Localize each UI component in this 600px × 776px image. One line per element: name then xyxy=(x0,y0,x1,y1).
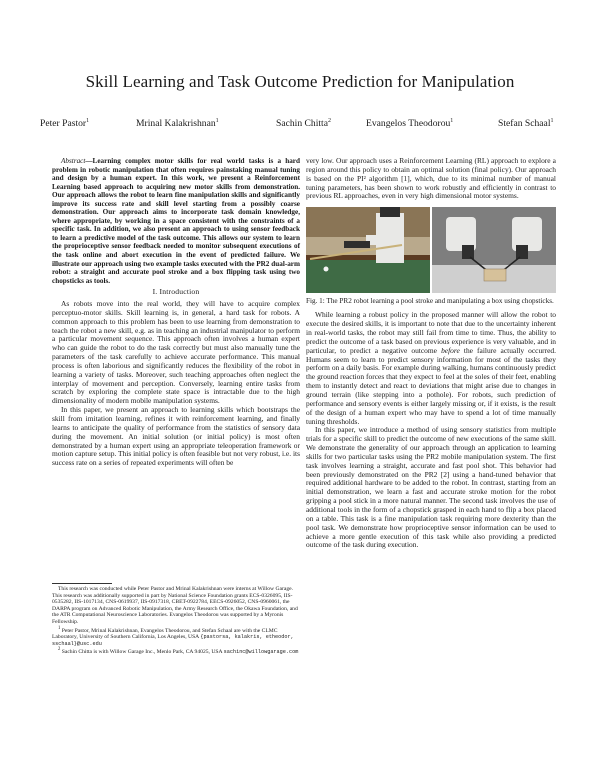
footnote-1: $^1$ Peter Pastor, Mrinal Kalakrishnan, Evangelos Theodorou, and Stefan Schaal are with the CLMC Laboratory, University of Southern California, Los Angeles, USA {pastorsa, kalakris, etheodor, sschaal}@usc.edu xyxy=(52,625,294,647)
author: Sachin Chitta$^2$ xyxy=(276,118,331,130)
figure-1 xyxy=(306,207,556,293)
footnote-2: $^2$ Sachin Chitta is with Willow Garage Inc., Menlo Park, CA 94025, USA sachinc@willowgarage.com xyxy=(58,647,299,656)
intro-paragraph: In this paper, we present an approach to learning skills which bootstraps the skill from imitation learning, refines it with reinforcement learning, and finally learns to anticipate the quality of performance from the statistics of sensory data during the movement. An initial solution (or initial policy) is most often demonstrated by a human expert using an appropriate teleoperation framework or motion capture setup. This initial policy is often feasible but not very robust, i.e. its success rate on a series of repeated experiments will often be xyxy=(52,405,300,468)
author: Mrinal Kalakrishnan$^1$ xyxy=(136,118,219,130)
paper-title: Skill Learning and Task Outcome Prediction for Manipulation xyxy=(85,72,515,91)
right-column xyxy=(306,157,556,550)
funding-footnote: This research was conducted while Peter Pastor and Mrinal Kalakrishnan were interns at Willow Garage. This research was additionally supported in part by National Science Foundation grants ECS-0326095, IIS-0535282, IIS-1017134, CNS-0619937, IIS-0917318, CBET-0922784, EECS-0926052, CNS-0960061, the DARPA program on Advanced Robotic Manipulation, the Army Research Office, the Okawa Foundation, and the ATR Computational Neuroscience Laboratories. Evangelos Theodorou was supported by a Myronis Fellowship. xyxy=(52,586,298,625)
footnote-separator xyxy=(52,583,112,584)
figure-caption: Fig. 1: The PR2 robot learning a pool stroke and manipulating a box using chopsticks. xyxy=(306,297,554,306)
intro-paragraph: As robots move into the real world, they will have to acquire complex perceptuo-motor skills. Skill learning is, in general, a hard task for robots. A common approach to this problem has been to use learning from demonstration to teach the robot a new skill, e.g. as in teaching an industrial manipulator to perform a particular movement sequence. This approach often involves a human expert who can guide the robot to do the task correctly but must also manually tune the parameters of the task carefully to achieve accurate performance. This manual process is often laborious and significantly reduces the flexibility of the robot in learning a variety of tasks. Moreover, such teaching approaches often neglect the interplay of movement and perception. Conversely, learning entire tasks from scratch by exploring the complete state space is intractable due to the high dimensionality of modern mobile manipulation systems. xyxy=(52,299,300,406)
author: Stefan Schaal$^1$ xyxy=(498,118,554,130)
author: Evangelos Theodorou$^1$ xyxy=(366,118,454,130)
author: Peter Pastor$^1$ xyxy=(40,118,90,130)
box-flipping-photo xyxy=(432,207,556,293)
left-column xyxy=(52,157,300,468)
pool-stroke-photo xyxy=(306,207,430,293)
section-heading: I. Introduction xyxy=(152,287,200,297)
intro-continued: very low. Our approach uses a Reinforcement Learning (RL) approach to explore a region around this policy to obtain an optimal solution (final policy). Our approach is based on the PI² algorithm [1], which, due to its minimal number of manual tuning parameters, has been shown to work robustly and efficiently in contrast to previous RL approaches, even in very high dimensional motor systems. xyxy=(306,156,556,201)
body-paragraph: In this paper, we introduce a method of using sensory statistics from multiple trials for a specific skill to predict the outcome of new executions of the same skill. We demonstrate the generality of our approach through an application to learning skills for two particular tasks using the PR2 mobile manipulation system. The first task involves learning a straight, accurate and fast pool shot. This behavior had been previously demonstrated on the PR2 [2] using a hand-tuned behavior that required additional hardware to be added to the robot. In contrast, starting from an initial demonstration, we learn a fast and accurate stroke motion for the robot gripping a pool stick in a more natural manner. The second task involves the use of additional tools in the form of a chopstick grasped in each hand to flip a box placed on a table. This task is a fine manipulation task requiring more dexterity than the pool task. We demonstrate how proprioceptive sensor information can be used to achieve a more gentle execution of this task while also providing a predicted outcome of the task during execution. xyxy=(306,425,556,550)
body-paragraph: While learning a robust policy in the proposed manner will allow the robot to execute the desired skills, it is important to note that due to the uncertainty inherent in real-world tasks, the robot may still fail from time to time. Thus, the ability to predict the outcome of a task based on previous experience is very valuable, and in particular, to predict a negative outcome before the failure actually occurred. Humans seem to learn to predict sensory information for most of the tasks they perform on a daily basis. For example during walking, humans continuously predict the ground reaction forces that they expect to feel at the soles of their feet, enabling them to instantly detect and react to deviations that might arise due to changes in ground terrain (like stepping into a pothole). For robots, such prediction of performance and sensory events is either largely missing or, if it exists, is the result of the design of a human expert who may have to spend a lot of time manually tuning thresholds. xyxy=(306,310,557,426)
abstract: Abstract—Learning complex motor skills for real world tasks is a hard problem in robotic manipulation that often requires painstaking manual tuning and design by a human expert. In this work, we present a Reinforcement Learning based approach to acquiring new motor skills from demonstration. Our approach allows the robot to learn fine manipulation skills and significantly improve its success rate and skill level starting from a possibly coarse demonstration. Our approach aims to incorporate task domain knowledge, where appropriate, by working in a space consistent with the constraints of a specific task. In addition, we also present an approach to using sensor feedback to learn a predictive model of the task outcome. This allows our system to learn the proprioceptive sensor feedback needed to monitor subsequent executions of the task online and abort execution in the event of predicted failure. We illustrate our approach using two example tasks executed with the PR2 dual-arm robot: a straight and accurate pool stroke and a box flipping task using two chopsticks as tools. xyxy=(52,157,300,285)
footnotes xyxy=(52,583,300,656)
